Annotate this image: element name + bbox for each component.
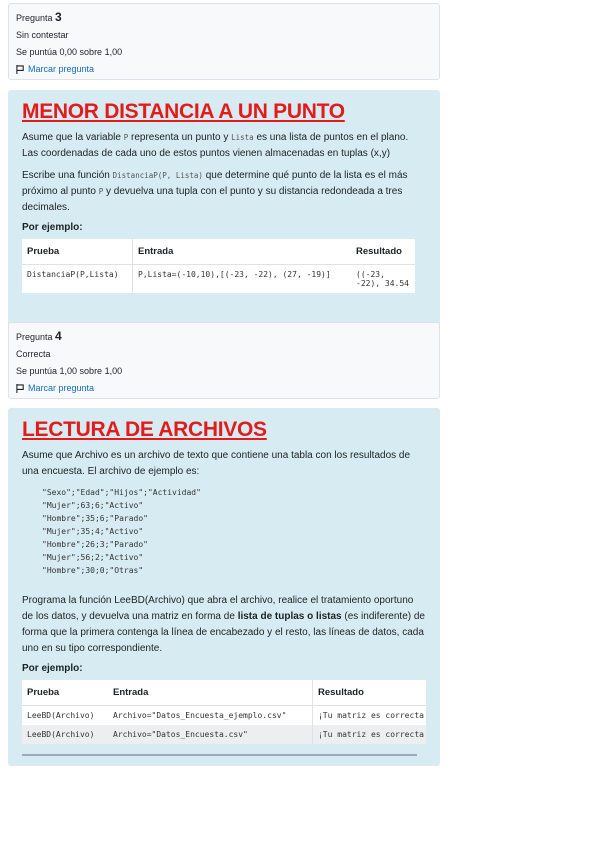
table-row xyxy=(22,725,426,744)
question-number xyxy=(16,9,432,27)
question-3-info xyxy=(8,3,440,80)
table-header-row xyxy=(22,680,426,706)
flag-question-label[interactable]: Marcar pregunta xyxy=(28,383,95,393)
question-grade: Se puntúa 0,00 sobre 1,00 xyxy=(16,47,123,57)
problem-title: MENOR DISTANCIA A UN PUNTO xyxy=(22,100,345,123)
question-grade: Se puntúa 1,00 sobre 1,00 xyxy=(16,366,123,376)
table-cell: P,Lista=(-10,10),[(-23, -22), (27, -19)] xyxy=(133,265,352,294)
horizontal-scrollbar[interactable] xyxy=(22,754,417,756)
problem-paragraph: Programa la función LeeBD(Archivo) que abra el archivo, realice el tratamiento oportuno de los datos, y devuelva una matriz en forma de lista de tuplas o listas (es indiferente) de forma que la primera contenga la línea de encabezado y el resto, las líneas de datos, cada uno en su tipo correspondiente. xyxy=(22,595,425,654)
question-number xyxy=(16,328,432,346)
question-label: Pregunta xyxy=(16,13,53,23)
table-cell: LeeBD(Archivo) xyxy=(27,711,95,720)
question-4-content xyxy=(8,408,440,766)
example-table xyxy=(22,680,426,744)
flag-icon xyxy=(16,65,25,74)
table-row xyxy=(22,706,426,726)
table-header: Prueba xyxy=(22,680,108,706)
example-table xyxy=(22,239,415,293)
table-cell: LeeBD(Archivo) xyxy=(27,730,95,739)
flag-question-link[interactable] xyxy=(16,380,432,397)
table-header: Entrada xyxy=(108,680,312,706)
question-3-content xyxy=(8,90,440,326)
example-file-contents: "Sexo";"Edad";"Hijos";"Actividad" "Mujer";63;6;"Activo" "Hombre";35;6;"Parado" "Mujer";35;4;"Activo" "Hombre";26;3;"Parado" "Mujer";56;2;"Activo" "Hombre";30;0;"Otras" xyxy=(42,488,201,575)
question-number-value: 3 xyxy=(55,10,62,24)
table-cell: Archivo="Datos_Encuesta_ejemplo.csv" xyxy=(113,711,287,720)
table-header: Entrada xyxy=(133,239,352,265)
table-row xyxy=(22,265,415,294)
problem-paragraph: Asume que la variable P representa un punto y Lista es una lista de puntos en el plano. Las coordenadas de cada uno de estos puntos vienen almacenadas en tuplas (x,y) xyxy=(22,132,409,159)
example-label: Por ejemplo: xyxy=(22,663,83,674)
example-table-scroll[interactable] xyxy=(22,680,426,744)
question-label: Pregunta xyxy=(16,332,53,342)
question-state: Sin contestar xyxy=(16,30,69,40)
table-header: Resultado xyxy=(351,239,415,265)
question-state: Correcta xyxy=(16,349,51,359)
flag-icon xyxy=(16,384,25,393)
table-cell: ((-23, -22), 34.54 xyxy=(356,270,409,288)
question-4-info xyxy=(8,322,440,399)
table-header: Prueba xyxy=(22,239,133,265)
problem-paragraph: Asume que Archivo es un archivo de texto que contiene una tabla con los resultados de una encuesta. El archivo de ejemplo es: xyxy=(22,450,411,477)
table-header-row xyxy=(22,239,415,265)
table-cell: ¡Tu matriz es correcta xyxy=(312,725,426,744)
question-number-value: 4 xyxy=(55,329,62,343)
example-label: Por ejemplo: xyxy=(22,222,83,233)
table-cell: ¡Tu matriz es correcta xyxy=(312,706,426,726)
table-cell: Archivo="Datos_Encuesta.csv" xyxy=(113,730,248,739)
table-cell: DistanciaP(P,Lista) xyxy=(27,270,119,279)
problem-paragraph: Escribe una función DistanciaP(P, Lista) que determine qué punto de la lista es el más próximo al punto P y devuelva una tupla con el punto y su distancia redondeada a tres decimales. xyxy=(22,170,408,213)
flag-question-link[interactable] xyxy=(16,61,432,78)
problem-title: LECTURA DE ARCHIVOS xyxy=(22,418,267,441)
table-header: Resultado xyxy=(312,680,426,706)
flag-question-label[interactable]: Marcar pregunta xyxy=(28,64,95,74)
